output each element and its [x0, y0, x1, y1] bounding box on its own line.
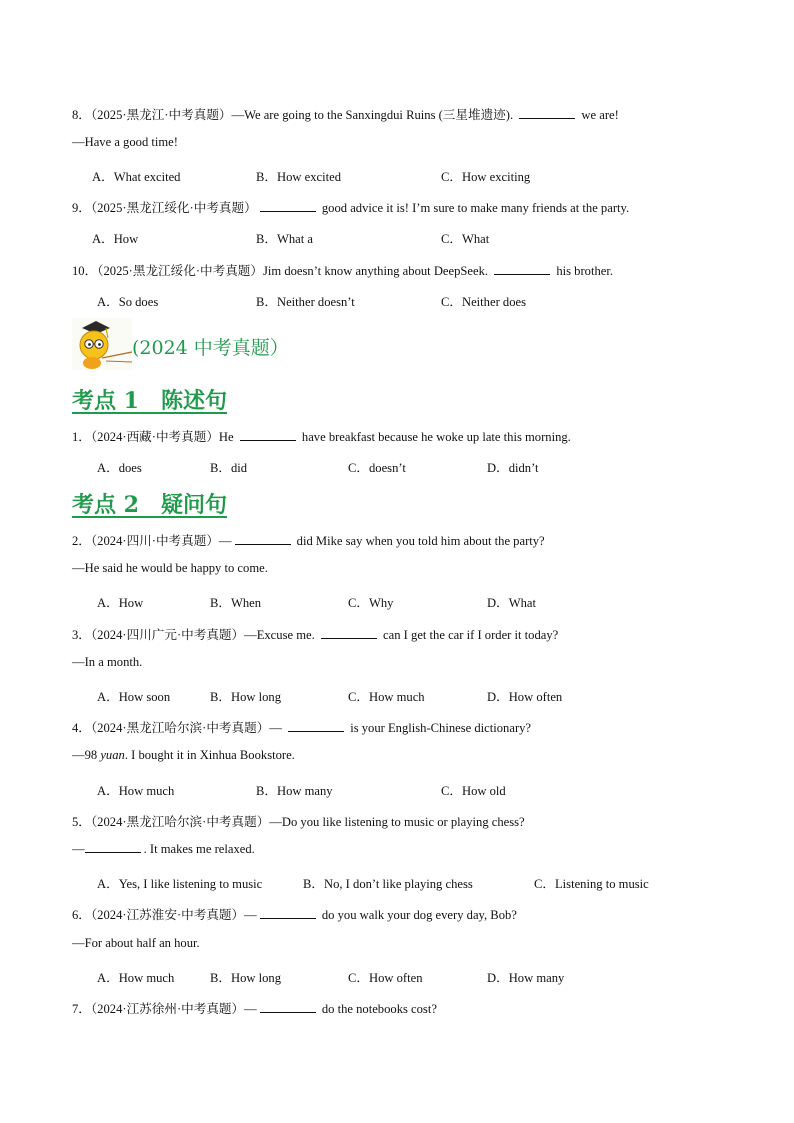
q1-option-c[interactable]: C．doesn’t [348, 461, 406, 475]
q8-option-c[interactable]: C．How exciting [441, 170, 531, 184]
question-5-reply: — . It makes me relaxed. [72, 842, 255, 856]
q6-option-b[interactable]: B．How long [210, 971, 282, 985]
q3-option-d[interactable]: D．How often [487, 690, 563, 704]
section-title-2024: (2024 中考真题） [132, 337, 289, 359]
q8-option-b[interactable]: B．How excited [256, 170, 341, 184]
answer-blank [235, 543, 291, 545]
answer-blank [260, 917, 316, 919]
q1-option-d[interactable]: D．didn’t [487, 461, 539, 475]
question-4-reply: —98 yuan. I bought it in Xinhua Bookstore. [72, 748, 295, 762]
q6-option-c[interactable]: C．How often [348, 971, 423, 985]
answer-blank [240, 439, 296, 441]
q2-option-a[interactable]: A．How [97, 596, 144, 610]
question-6-stem: 6．（2024·江苏淮安·中考真题）— do you walk your dog every day, Bob? [72, 908, 517, 922]
question-8-stem: 8．（2025·黑龙江·中考真题）—We are going to the Sanxingdui Ruins (三星堆遗迹). we are! [72, 108, 619, 122]
question-4-stem: 4．（2024·黑龙江哈尔滨·中考真题）— is your English-Chinese dictionary? [72, 721, 532, 735]
question-2-reply: —He said he would be happy to come. [72, 561, 268, 575]
question-6-reply: —For about half an hour. [72, 936, 200, 950]
question-1-stem: 1．（2024·西藏·中考真题）He have breakfast because he woke up late this morning. [72, 430, 571, 444]
question-3-reply: —In a month. [72, 655, 143, 669]
topic-heading-2: 考点 2 疑问句 [72, 492, 227, 518]
q3-option-c[interactable]: C．How much [348, 690, 425, 704]
answer-blank [321, 637, 377, 639]
q4-option-a[interactable]: A．How much [97, 784, 175, 798]
q9-option-b[interactable]: B．What a [256, 232, 314, 246]
q6-option-a[interactable]: A．How much [97, 971, 175, 985]
mascot-icon [72, 318, 132, 370]
q3-option-b[interactable]: B．How long [210, 690, 282, 704]
q5-option-a[interactable]: A．Yes, I like listening to music [97, 877, 263, 891]
question-9-stem: 9．（2025·黑龙江绥化·中考真题） good advice it is! I’m sure to make many friends at the party. [72, 201, 630, 215]
q1-option-b[interactable]: B．did [210, 461, 248, 475]
answer-blank [85, 851, 141, 853]
question-7-stem: 7．（2024·江苏徐州·中考真题）— do the notebooks cost? [72, 1002, 437, 1016]
q8-option-a[interactable]: A．What excited [92, 170, 181, 184]
question-10-stem: 10．（2025·黑龙江绥化·中考真题）Jim doesn’t know anything about DeepSeek. his brother. [72, 264, 613, 278]
answer-blank [288, 730, 344, 732]
answer-blank [494, 273, 550, 275]
q9-option-a[interactable]: A．How [92, 232, 139, 246]
q10-option-a[interactable]: A．So does [97, 295, 159, 309]
q5-option-b[interactable]: B．No, I don’t like playing chess [303, 877, 473, 891]
q9-option-c[interactable]: C．What [441, 232, 490, 246]
q2-option-c[interactable]: C．Why [348, 596, 394, 610]
question-5-stem: 5．（2024·黑龙江哈尔滨·中考真题）—Do you like listening to music or playing chess? [72, 815, 525, 829]
answer-blank [260, 210, 316, 212]
question-3-stem: 3．（2024·四川广元·中考真题）—Excuse me. can I get the car if I order it today? [72, 628, 559, 642]
q2-option-d[interactable]: D．What [487, 596, 536, 610]
question-8-reply: —Have a good time! [72, 135, 178, 149]
question-2-stem: 2．（2024·四川·中考真题）— did Mike say when you told him about the party? [72, 534, 545, 548]
q6-option-d[interactable]: D．How many [487, 971, 565, 985]
q1-option-a[interactable]: A．does [97, 461, 142, 475]
q4-option-c[interactable]: C．How old [441, 784, 506, 798]
q2-option-b[interactable]: B．When [210, 596, 262, 610]
answer-blank [519, 117, 575, 119]
q3-option-a[interactable]: A．How soon [97, 690, 171, 704]
q5-option-c[interactable]: C．Listening to music [534, 877, 649, 891]
q10-option-b[interactable]: B．Neither doesn’t [256, 295, 355, 309]
q10-option-c[interactable]: C．Neither does [441, 295, 526, 309]
q4-option-b[interactable]: B．How many [256, 784, 333, 798]
topic-heading-1: 考点 1 陈述句 [72, 388, 227, 414]
answer-blank [260, 1011, 316, 1013]
